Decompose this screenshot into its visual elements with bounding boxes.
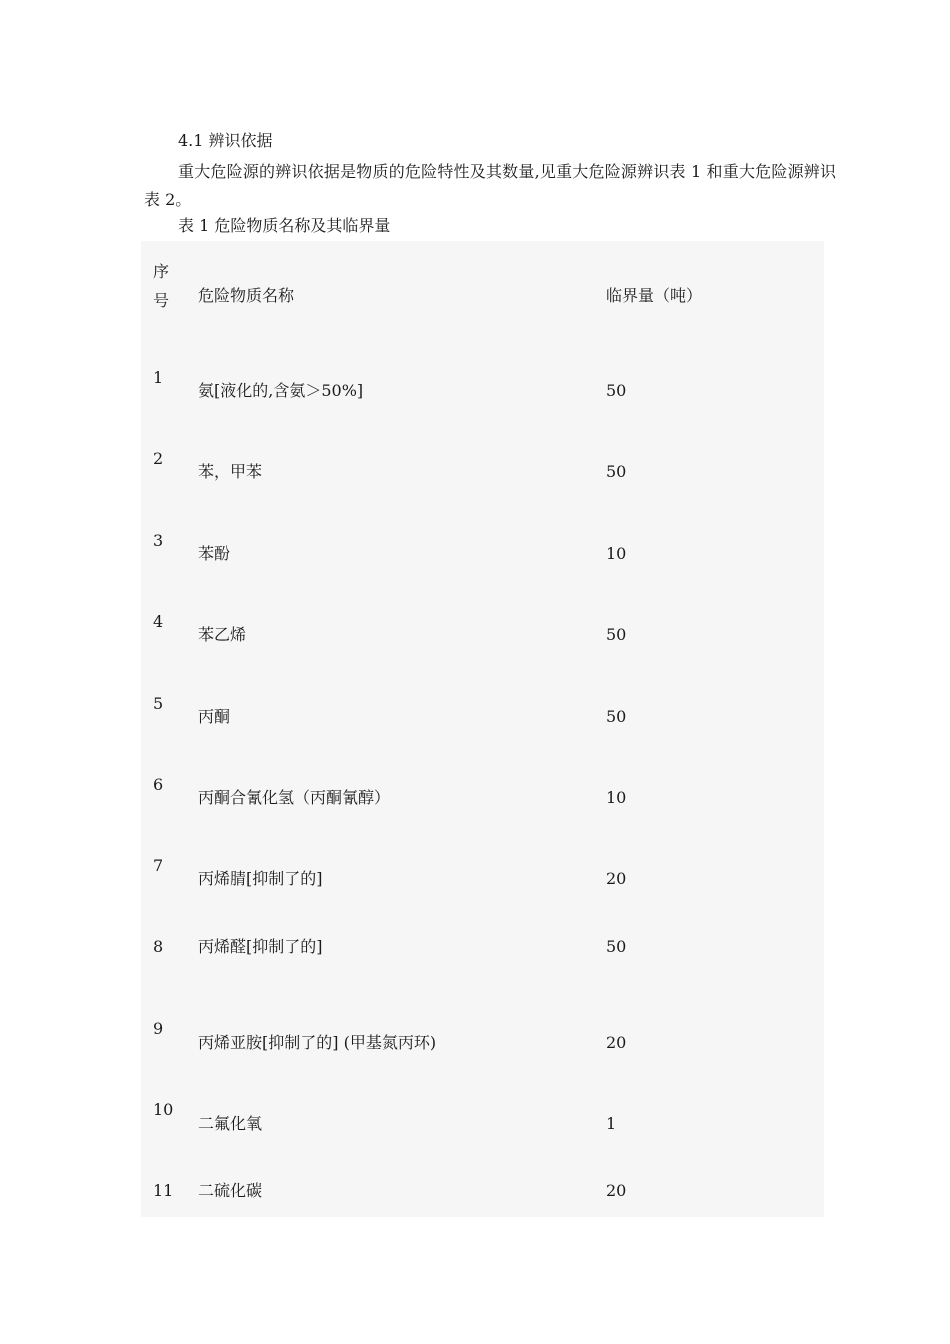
row-name: 丙酮合氰化氢（丙酮氰醇）	[198, 788, 391, 807]
header-seq: 序号	[153, 262, 170, 310]
row-name: 氨[液化的,含氨＞50%]	[198, 381, 364, 400]
table-caption: 表 1 危险物质名称及其临界量	[178, 216, 391, 235]
row-name: 丙烯腈[抑制了的]	[198, 869, 323, 888]
section-heading: 4.1 辨识依据	[178, 131, 273, 150]
row-seq: 3	[153, 531, 164, 550]
row-seq: 8	[153, 937, 164, 956]
body-paragraph: 重大危险源的辨识依据是物质的危险特性及其数量,见重大危险源辨识表 1 和重大危险源辨识表 2。	[144, 162, 836, 209]
row-threshold: 10	[606, 544, 627, 563]
row-seq: 6	[153, 775, 164, 794]
row-threshold: 10	[606, 788, 627, 807]
row-name: 丙酮	[198, 707, 231, 726]
row-seq: 1	[153, 368, 164, 387]
row-name: 苯乙烯	[198, 625, 247, 644]
row-threshold: 50	[606, 462, 627, 481]
row-seq: 4	[153, 612, 164, 631]
row-name: 二氟化氧	[198, 1114, 263, 1133]
row-seq: 9	[153, 1019, 164, 1038]
row-name: 苯酚	[198, 544, 231, 563]
row-seq: 7	[153, 856, 164, 875]
row-threshold: 1	[606, 1114, 617, 1133]
row-name: 苯，甲苯	[198, 462, 263, 481]
header-name: 危险物质名称	[198, 286, 295, 305]
row-seq: 11	[153, 1181, 174, 1200]
header-threshold: 临界量（吨）	[606, 286, 703, 305]
row-name: 二硫化碳	[198, 1181, 263, 1200]
row-seq: 10	[153, 1100, 174, 1119]
row-threshold: 50	[606, 381, 627, 400]
hazard-table	[141, 241, 824, 1217]
row-threshold: 50	[606, 707, 627, 726]
row-threshold: 20	[606, 1181, 627, 1200]
row-threshold: 50	[606, 625, 627, 644]
row-seq: 2	[153, 449, 164, 468]
row-name: 丙烯醛[抑制了的]	[198, 937, 323, 956]
row-name: 丙烯亚胺[抑制了的] (甲基氮丙环)	[198, 1033, 437, 1052]
row-threshold: 20	[606, 869, 627, 888]
row-seq: 5	[153, 694, 164, 713]
row-threshold: 20	[606, 1033, 627, 1052]
row-threshold: 50	[606, 937, 627, 956]
